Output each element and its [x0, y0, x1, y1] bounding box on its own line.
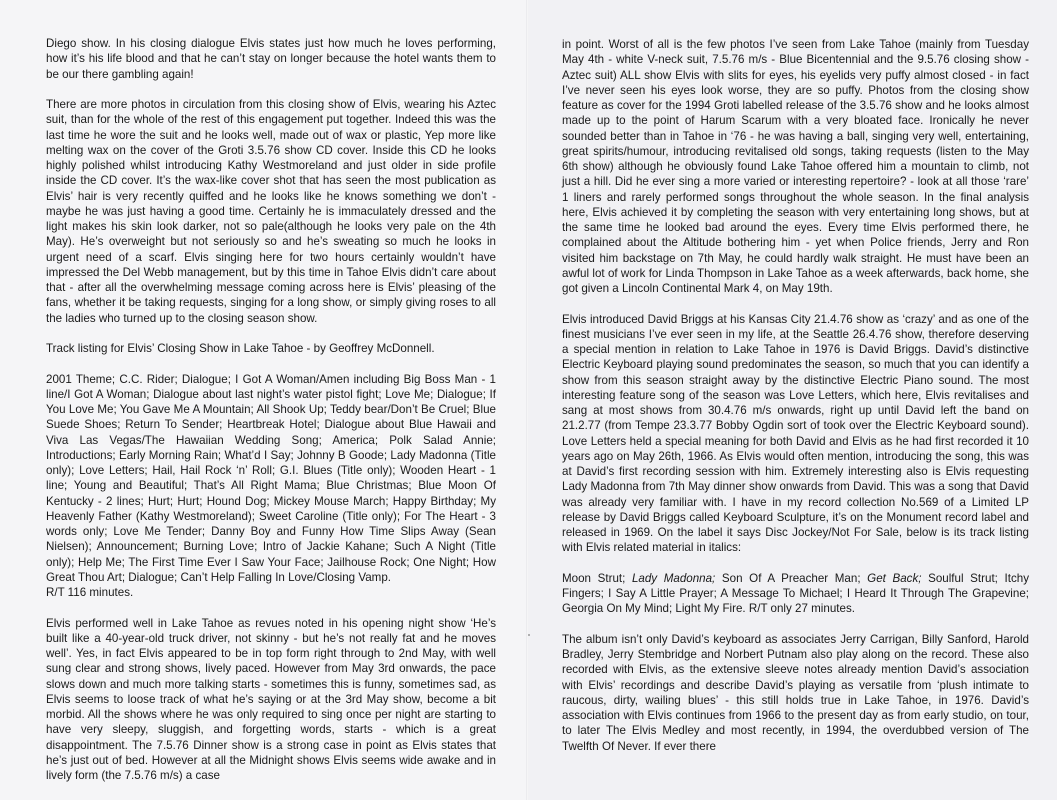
paragraph: Diego show. In his closing dialogue Elvis states just how much he loves performing, how it’s his life blood and that he can’t stay on longer because the hotel wants them to be our there gambling again!: [46, 37, 496, 81]
print-speck: [528, 634, 530, 636]
left-page: [0, 0, 528, 800]
tracklist-heading: Track listing for Elvis’ Closing Show in Lake Tahoe - by Geoffrey McDonnell.: [46, 342, 435, 355]
lp-tracklist: [562, 571, 1029, 617]
right-page: [528, 0, 1057, 800]
paragraph: in point. Worst of all is the few photos I’ve seen from Lake Tahoe (mainly from Tuesday May 4th - white V-neck suit, 7.5.76 m/s - Blue Bicentennial and the 9.5.76 closing show - Aztec suit) ALL show Elvis with slits for eyes, his eyelids very puffy almost closed - in fact I’ve never seen his eyes look worse, they are so puffy. Photos from the closing show feature as cover for the 1994 Groti labelled release of the 3.5.76 show and he looks almost made up to the point of Harum Scarum with a very bloated face. Ironically he never sounded better than in Tahoe in ‘76 - he was having a ball, singing very well, entertaining, great spirits/humour, introducing revitalised old songs, taking requests (listen to the May 6th show) although he obviously found Lake Tahoe offered him a mountain to climb, not just a hill. Did he ever sing a more varied or interesting repertoire? - look at all those ‘rare’ 1 liners and rarely performed songs throughout the whole season. In the final analysis here, Elvis achieved it by completing the season with very entertaining long shows, but at the same time he looked bad around the eyes. Every time Elvis performed there, he complained about the Altitude bothering him - yet when Police friends, Jerry and Ron visited him backstage on 7th May, he could hardly walk straight. He must have been an awful lot of work for Linda Thompson in Lake Tahoe as a week afterwards, back home, she got given a Lincoln Continental Mark 4, on May 19th.: [562, 38, 1029, 295]
paragraph: There are more photos in circulation from this closing show of Elvis, wearing his Aztec suit, than for the whole of the rest of this engagement put together. Indeed this was the last time he wore the suit and he looks well, made out of wax or plastic, Yep more like melting wax on the cover of the Groti 3.5.76 show CD cover. Inside this CD he looks highly polished whilst introducing Kathy Westmoreland and just older in side profile inside the CD cover. It’s the wax-like cover shot that has seen the most publication as Elvis’ hair is very recently quiffed and he looks like he knows something we don’t - maybe he was just having a good time. Certainly he is immaculately dressed and the light makes his skin look darker, not so pale(although he looks very pale on the 4th May). He’s overweight but not seriously so and he’s sweating so much he looks in urgent need of a scarf. Elvis singing here for two hours certainly wouldn’t have impressed the Del Webb management, but by this time in Tahoe Elvis didn’t care about that - after all the overwhelming message coming across here is Elvis’ pleasing of the fans, whether it be taking requests, singing for a long show, or simply giving roses to all the ladies who turned up to the closing season show.: [46, 98, 496, 325]
lp-track-elvis: Lady Madonna;: [631, 571, 716, 585]
paragraph: Elvis performed well in Lake Tahoe as revues noted in his opening night show ‘He’s built like a 40-year-old truck driver, not skinny - but he’s not really fat and he moves well’. Yes, in fact Elvis appeared to be in top form right through to 2nd May, with well sung clear and strong shows, lively paced. However from May 3rd onwards, the pace slows down and much more talking starts - sometimes this is funny, sometimes sad, as Elvis seems to loose track of what he’s saying or at the 3rd May show, become a bit morbid. All the shows where he was only required to sing once per night are starting to have very sleepy, sluggish, and forgetting words, starts - which is a great disappointment. The 7.5.76 Dinner show is a strong case in point as Elvis states that he’s just out of bed. However at all the Midnight shows Elvis seems wide awake and in lively form (the 7.5.76 m/s) a case: [46, 616, 496, 782]
lp-track-text: Moon Strut;: [562, 571, 632, 585]
left-column: [46, 36, 496, 799]
lp-track-text: Soulful Strut; Itchy Fingers; I Say A Little Prayer; A Message To Michael; I Heard It Through The Grapevine; Georgia On My Mind; Light My Fire. R/T only 27 minutes.: [562, 571, 1029, 616]
runtime: R/T 116 minutes.: [46, 586, 134, 599]
lp-track-elvis: Get Back;: [867, 571, 922, 585]
tracklist: 2001 Theme; C.C. Rider; Dialogue; I Got A Woman/Amen including Big Boss Man - 1 line/I Got A Woman; Dialogue about last night’s water pistol fight; Love Me; Dialogue; If You Love Me; You Gave Me A Mountain; All Shook Up; Teddy bear/Don’t Be Cruel; Blue Suede Shoes; Return To Sender; Heartbreak Hotel; Dialogue about Blue Hawaii and Viva Las Vegas/The Hawaiian Wedding Song; America; Polk Salad Annie; Introductions; Early Morning Rain; What’d I Say; Johnny B Goode; Lady Madonna (Title only); Love Letters; Hail, Hail Rock ‘n’ Roll; G.I. Blues (Title only); Wooden Heart - 1 line; Young and Beautiful; That’s All Right Mama; Blue Christmas; Blue Moon Of Kentucky - 2 lines; Hurt; Hurt; Hound Dog; Mickey Mouse March; Happy Birthday; My Heavenly Father (Kathy Westmoreland); Sweet Caroline (Title only); For The Heart - 3 words only; Love Me Tender; Danny Boy and Funny How Time Slips Away (Sean Nielsen); Announcement; Burning Love; Intro of Jackie Kahane; Such A Night (Title only); Help Me; The First Time Ever I Saw Your Face; Jailhouse Rock; One Night; How Great Thou Art; Dialogue; Can’t Help Falling In Love/Closing Vamp.: [46, 372, 496, 584]
right-column: [562, 37, 1029, 769]
paragraph: Elvis introduced David Briggs at his Kansas City 21.4.76 show as ‘crazy’ and as one of the finest musicians I’ve ever seen in my life, at the Seattle 26.4.76 show, therefore deserving a special mention in relation to Lake Tahoe in 1976 is David Briggs. David’s distinctive Electric Keyboard playing sound predominates the season, so much that you can identify a show from this season straight away by the distinctive Electric Piano sound. The most interesting feature song of the season was Love Letters, which here, Elvis revitalises and sang at most shows from 30.4.76 m/s onwards, right up until David left the band on 21.2.77 (from Tempe 23.3.77 Bobby Ogdin sort of took over the Electric Keyboard sound). Love Letters held a special meaning for both David and Elvis as he had first recorded it 10 years ago on May 26th, 1966. As Elvis would often mention, introducing the song, this was at David’s first recording session with him. Extremely interesting also is Elvis requesting Lady Madonna from 7th May dinner show onwards from David. This was a song that David was already very familiar with. I have in my record collection No.569 of a Limited LP release by David Briggs called Keyboard Sculpture, it’s on the Monument record label and released in 1969. On the label it says Disc Jockey/Not For Sale, below is its track listing with Elvis related material in italics:: [562, 312, 1029, 555]
paragraph: The album isn’t only David’s keyboard as associates Jerry Carrigan, Billy Sanford, Harold Bradley, Jerry Stembridge and Norbert Putnam also play along on the record. These also recorded with Elvis, as the extensive sleeve notes already mention David’s association with Elvis’ recordings and describe David’s playing as versatile from ‘plush intimate to raucous, dirty, wailing blues’ - this still holds true in Lake Tahoe, in 1976. David’s association with Elvis continues from 1966 to the present day as from early studio, on tour, to later The Elvis Medley and most recently, in 1994, the overdubbed version of The Twelfth Of Never. If ever there: [562, 632, 1029, 753]
lp-track-text: Son Of A Preacher Man;: [715, 571, 868, 585]
